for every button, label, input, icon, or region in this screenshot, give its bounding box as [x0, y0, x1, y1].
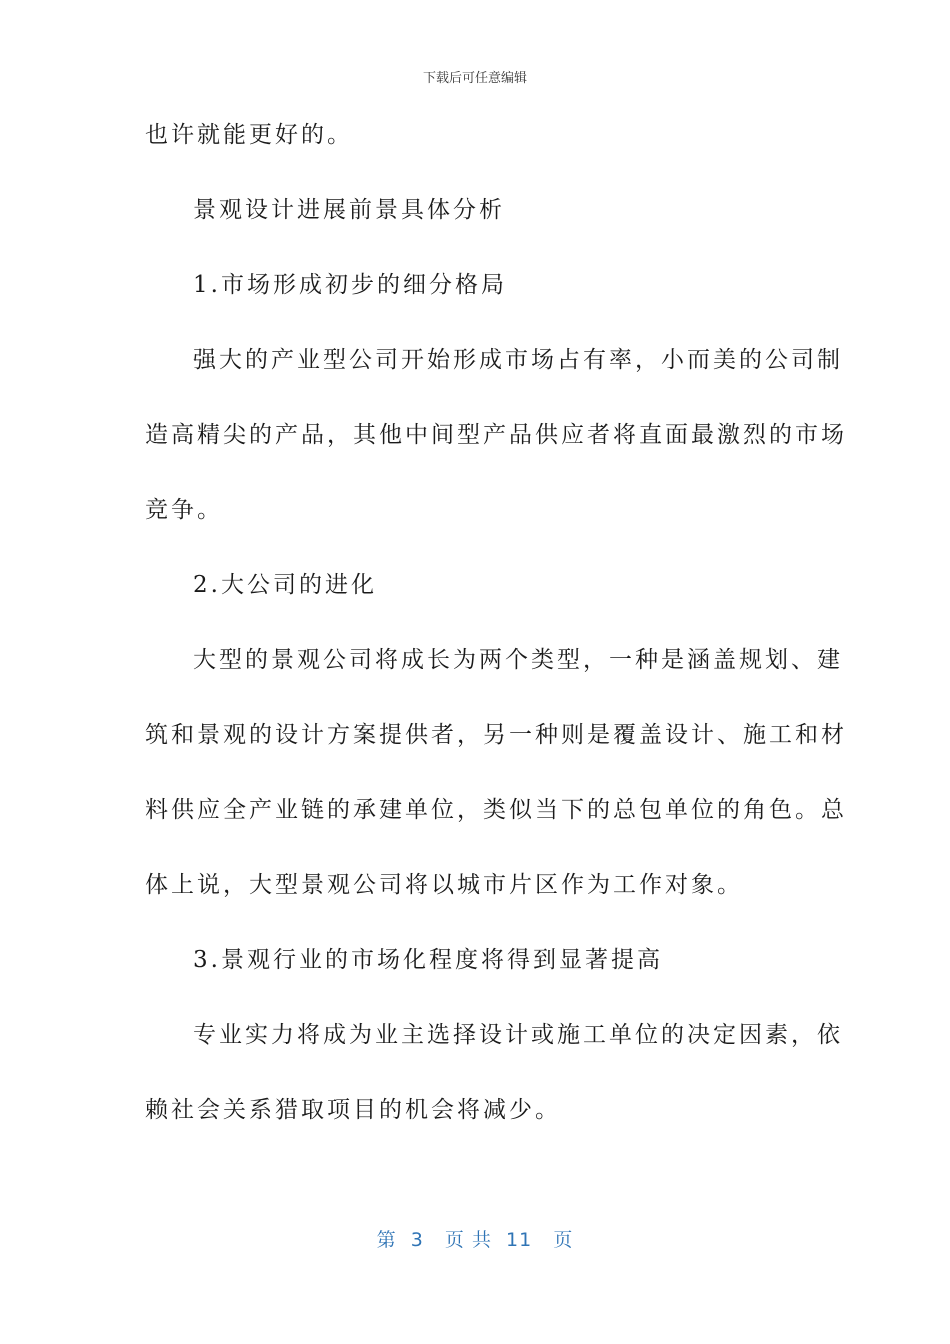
paragraph-line: 大型的景观公司将成长为两个类型，一种是涵盖规划、建 [193, 647, 843, 673]
paragraph-line: 赖社会关系猎取项目的机会将减少。 [145, 1097, 561, 1123]
paragraph-line: 也许就能更好的。 [145, 122, 353, 148]
subheading-3: 3.景观行业的市场化程度将得到显著提高 [193, 947, 663, 973]
paragraph-line: 料供应全产业链的承建单位，类似当下的总包单位的角色。总 [145, 797, 847, 823]
subheading-2: 2.大公司的进化 [193, 572, 377, 598]
paragraph-line: 竞争。 [145, 497, 223, 523]
paragraph-line: 体上说，大型景观公司将以城市片区作为工作对象。 [145, 872, 743, 898]
subheading-1: 1.市场形成初步的细分格局 [193, 272, 507, 298]
paragraph-line: 筑和景观的设计方案提供者，另一种则是覆盖设计、施工和材 [145, 722, 847, 748]
page-header: 下载后可任意编辑 [422, 71, 527, 86]
paragraph-line: 强大的产业型公司开始形成市场占有率，小而美的公司制 [193, 347, 843, 373]
page-number-footer: 第 3 页 共 11 页 [376, 1229, 574, 1251]
paragraph-line: 造高精尖的产品，其他中间型产品供应者将直面最激烈的市场 [145, 422, 847, 448]
paragraph-line: 专业实力将成为业主选择设计或施工单位的决定因素，依 [193, 1022, 843, 1048]
section-heading: 景观设计进展前景具体分析 [193, 197, 505, 223]
